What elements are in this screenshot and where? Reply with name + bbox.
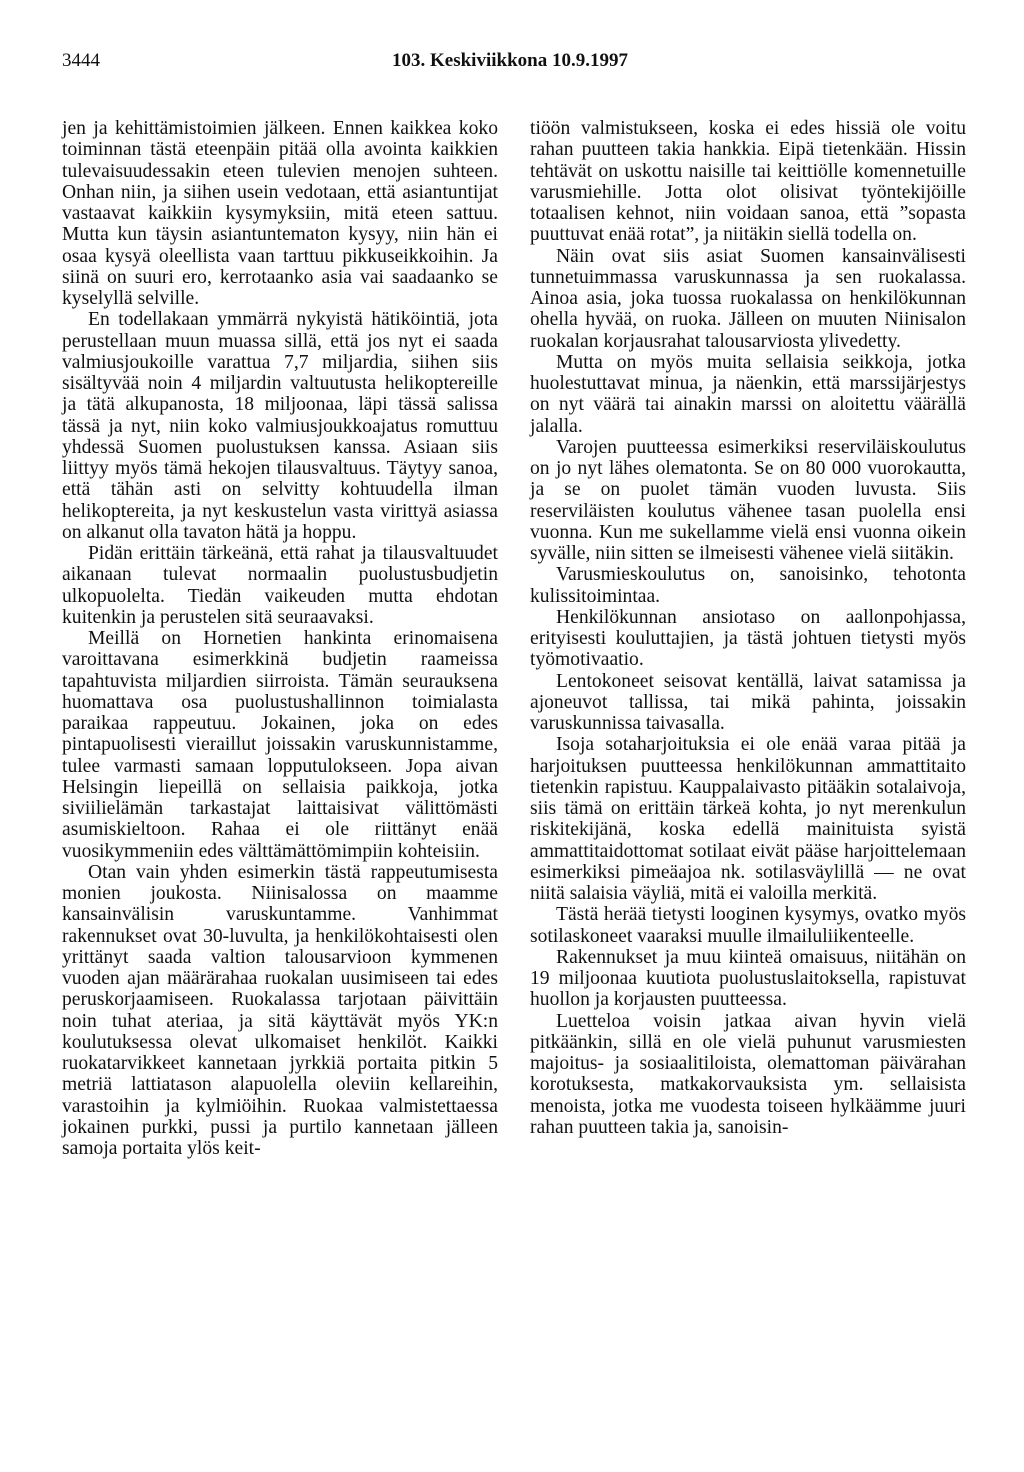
right-column [530, 118, 966, 1138]
paragraph: Meillä on Hornetien hankinta erinomaisena varoittavana esimerkkinä budjetin raameissa tapahtuvista miljardien siirroista. Tämän seurauksena huomattava osa puolustushallinnon toimialasta paraikaa rappeutuu. Jokainen, joka on edes pintapuolisesti vieraillut joissakin varuskunnistamme, tulee varmasti samaan lopputulokseen. Jopa aivan Helsingin liepeillä on sellaisia paikkoja, jotka siviilielämän tarkastajat laittaisivat välittömästi asumiskieltoon. Rahaa ei ole riittänyt enää vuosikymmeniin edes välttämättömimpiin kohteisiin. [62, 628, 498, 862]
paragraph: En todellakaan ymmärrä nykyistä hätiköintiä, jota perustellaan muun muassa sillä, että jos nyt ei saada valmiusjoukoille varattua 7,7 miljardia, siihen siis sisältyvää noin 4 miljardin valtuutusta helikoptereille ja tätä alkupanosta, 18 miljoonaa, läpi tässä salissa tässä ja nyt, niin koko valmiusjoukkoajatus romuttuu yhdessä Suomen puolustuksen kanssa. Asiaan siis liittyy myös tämä hekojen tilausvaltuus. Täytyy sanoa, että tähän asti on selvitty kohtuudella ilman helikoptereita, ja nyt keskustelun vasta virittyä asiassa on alkanut olla tavaton hätä ja hoppu. [62, 309, 498, 543]
paragraph: tiöön valmistukseen, koska ei edes hissiä ole voitu rahan puutteen takia hankkia. Eipä tietenkään. Hissin tehtävät on uskottu naisille tai keittiölle komennetuille varusmiehille. Jotta olot olisivat työntekijöille totaalisen kehnot, niin voidaan sanoa, että ”sopasta puuttuvat enää rotat”, ja niitäkin siellä todella on. [530, 118, 966, 246]
paragraph: Pidän erittäin tärkeänä, että rahat ja tilausvaltuudet aikanaan tulevat normaalin puolustusbudjetin ulkopuolelta. Tiedän vaikeuden mutta ehdotan kuitenkin ja perustelen sitä seuraavaksi. [62, 543, 498, 628]
paragraph: Henkilökunnan ansiotaso on aallonpohjassa, erityisesti kouluttajien, ja tästä johtuen tietysti myös työmotivaatio. [530, 606, 966, 671]
paragraph: Tästä herää tietysti looginen kysymys, ovatko myös sotilaskoneet vaaraksi muulle ilmailuliikenteelle. [530, 904, 966, 947]
paragraph: jen ja kehittämistoimien jälkeen. Ennen kaikkea koko toiminnan tästä eteenpäin pitää olla avointa kaikkien tulevaisuudessakin eteen tulevien menojen suhteen. Onhan niin, ja siihen usein vedotaan, että asiantuntijat vastaavat kaikkiin kysymyksiin, mitä eteen sattuu. Mutta kun täysin asiantuntematon kysyy, niin hän ei osaa kysyä oleellista vaan tarttuu pikkuseikkoihin. Ja siinä on suuri ero, kerrotaanko asia vai saadaanko se kyselyllä selville. [62, 118, 498, 309]
paragraph: Luetteloa voisin jatkaa aivan hyvin vielä pitkäänkin, sillä en ole vielä puhunut varusmiesten majoitus- ja sosiaalitiloista, olemattoman päivärahan korotuksesta, matkakorvauksista ym. sellaisista menoista, jotka me vuodesta toiseen hylkäämme juuri rahan puutteen takia ja, sanoisin- [530, 1010, 966, 1138]
paragraph: Lentokoneet seisovat kentällä, laivat satamissa ja ajoneuvot tallissa, tai mikä pahinta, joissakin varuskunnissa taivasalla. [530, 670, 966, 734]
paragraph: Varojen puutteessa esimerkiksi reserviläiskoulutus on jo nyt lähes olematonta. Se on 80 000 vuorokautta, ja se on puolet tämän vuoden luvusta. Siis reserviläisten koulutus vähenee tasan puolella ensi vuonna. Kun me sukellamme vielä ensi vuonna oikein syvälle, niin sitten se ilmeisesti vähenee vielä siitäkin. [530, 436, 966, 564]
running-head: 103. Keskiviikkona 10.9.1997 [392, 50, 628, 71]
paragraph: Isoja sotaharjoituksia ei ole enää varaa pitää ja harjoituksen puutteessa henkilökunnan ammattitaito tietenkin rapistuu. Kauppalaivasto pitääkin sotalaivoja, siis tämä on erittäin tärkeä kohta, jo nyt merenkulun riskitekijänä, koska edellä mainituista syistä ammattitaidottomat sotilaat eivät pääse harjoittelemaan esimerkiksi pimeäajoa nk. sotilasväylillä — ne ovat niitä salaisia väyliä, mitä ei valoilla merkitä. [530, 734, 966, 904]
paragraph: Näin ovat siis asiat Suomen kansainvälisesti tunnetuimmassa varuskunnassa ja sen ruokalassa. Ainoa asia, joka tuossa ruokalassa on henkilökunnan ohella hyvää, on ruoka. Jälleen on muuten Niinisalon ruokalan korjausrahat talousarviosta ylivedetty. [530, 245, 966, 352]
paragraph: Varusmieskoulutus on, sanoisinko, tehotonta kulissitoimintaa. [530, 564, 966, 607]
paragraph: Rakennukset ja muu kiinteä omaisuus, niitähän on 19 miljoonaa kuutiota puolustuslaitoksella, rapistuvat huollon ja korjausten puutteessa. [530, 946, 966, 1011]
left-column [62, 118, 498, 1159]
page-number: 3444 [62, 50, 100, 71]
paragraph: Otan vain yhden esimerkin tästä rappeutumisesta monien joukosta. Niinisalossa on maamme kansainvälisin varuskuntamme. Vanhimmat rakennukset ovat 30-luvulta, ja henkilökohtaisesti olen yrittänyt saada valtion talousarvioon kymmenen vuoden ajan määrärahaa ruokalan uusimiseen tai edes peruskorjaamiseen. Ruokalassa tarjotaan päivittäin noin tuhat ateriaa, ja sitä käyttävät myös YK:n koulutuksessa olevat ulkomaiset henkilöt. Kaikki ruokatarvikkeet kannetaan jyrkkiä portaita pitkin 5 metriä lattiatason alapuolella oleviin kellareihin, varastoihin ja kylmiöihin. Ruokaa valmistettaessa jokainen purkki, pussi ja purtilo kannetaan jälleen samoja portaita ylös keit- [62, 861, 498, 1159]
page-header [62, 46, 972, 76]
paragraph: Mutta on myös muita sellaisia seikkoja, jotka huolestuttavat minua, ja näenkin, että marssijärjestys on nyt väärä tai ainakin marssi on aloitettu väärällä jalalla. [530, 351, 966, 437]
